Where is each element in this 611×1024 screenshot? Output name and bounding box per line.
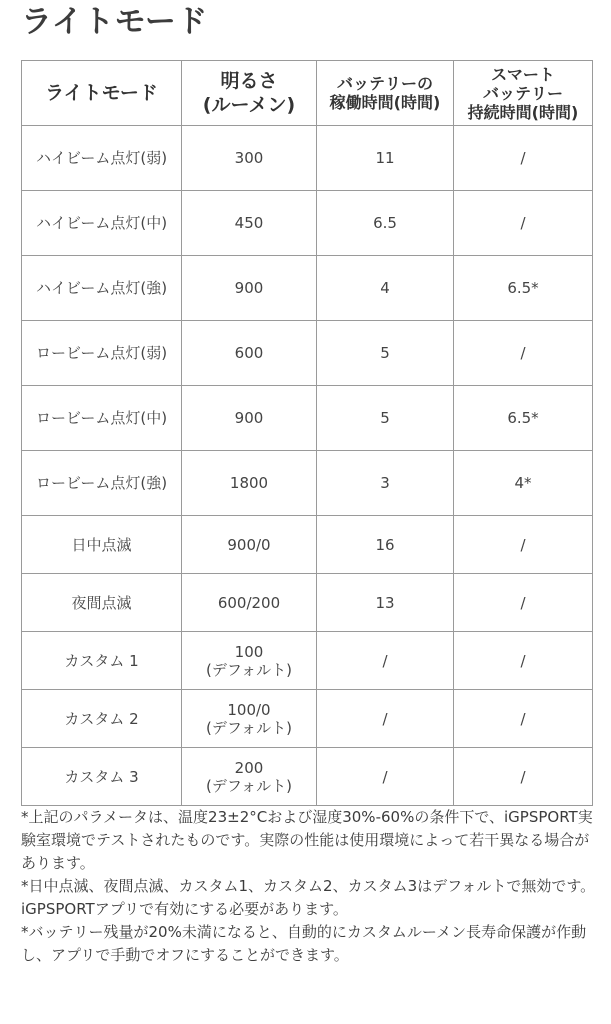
cell-brightness-line: (デフォルト) (206, 718, 292, 737)
cell-mode: ハイビーム点灯(弱) (22, 126, 182, 191)
cell-smart-battery: 6.5* (454, 386, 593, 451)
cell-mode: ハイビーム点灯(中) (22, 191, 182, 256)
cell-brightness-line: 900/0 (227, 535, 271, 554)
table-row (22, 191, 593, 256)
cell-brightness-line: 600/200 (217, 593, 281, 612)
table-row (22, 516, 593, 574)
header-smart-battery (454, 61, 593, 126)
cell-brightness (182, 632, 317, 690)
cell-brightness-line: 600 (234, 344, 264, 362)
table-row (22, 690, 593, 748)
cell-brightness (182, 126, 317, 191)
table-row (22, 451, 593, 516)
header-mode (22, 61, 182, 126)
cell-brightness-line: 1800 (229, 474, 269, 492)
cell-brightness (182, 256, 317, 321)
header-smart-line1: スマート (491, 64, 555, 84)
table-row (22, 386, 593, 451)
cell-runtime: 16 (317, 516, 454, 574)
cell-smart-battery: 4* (454, 451, 593, 516)
cell-brightness-line: 300 (234, 149, 264, 167)
cell-brightness (182, 321, 317, 386)
cell-smart-battery: / (454, 321, 593, 386)
cell-brightness (182, 690, 317, 748)
cell-runtime: 3 (317, 451, 454, 516)
cell-mode: ロービーム点灯(強) (22, 451, 182, 516)
header-runtime-line2: 稼働時間(時間) (329, 93, 441, 112)
footnotes (21, 806, 596, 967)
cell-mode: カスタム 1 (22, 632, 182, 690)
footnote: *バッテリー残量が20%未満になると、自動的にカスタムルーメン長寿命保護が作動し、アプリで手動でオフにすることができます。 (21, 923, 587, 964)
cell-brightness-line: 900 (234, 409, 264, 427)
cell-brightness-line: 900 (234, 279, 264, 297)
cell-mode: 日中点滅 (22, 516, 182, 574)
header-runtime-line1: バッテリーの (336, 74, 433, 93)
header-mode-text: ライトモード (45, 82, 158, 104)
table-row (22, 574, 593, 632)
table-row (22, 748, 593, 806)
table-row (22, 321, 593, 386)
cell-smart-battery: 6.5* (454, 256, 593, 321)
page-title: ライトモード (21, 4, 208, 40)
cell-smart-battery: / (454, 690, 593, 748)
cell-mode: カスタム 3 (22, 748, 182, 806)
cell-brightness (182, 191, 317, 256)
cell-smart-battery: / (454, 748, 593, 806)
cell-brightness (182, 748, 317, 806)
cell-brightness (182, 516, 317, 574)
cell-runtime: / (317, 748, 454, 806)
table-row (22, 126, 593, 191)
cell-runtime: 6.5 (317, 191, 454, 256)
cell-mode: カスタム 2 (22, 690, 182, 748)
table-row (22, 632, 593, 690)
header-brightness (182, 61, 317, 126)
cell-brightness (182, 574, 317, 632)
cell-brightness (182, 386, 317, 451)
cell-brightness (182, 451, 317, 516)
cell-smart-battery: / (454, 632, 593, 690)
cell-brightness-line: 100/0 (227, 700, 271, 719)
cell-runtime: / (317, 690, 454, 748)
cell-mode: 夜間点滅 (22, 574, 182, 632)
cell-smart-battery: / (454, 516, 593, 574)
header-smart-line2: バッテリー (482, 83, 563, 103)
cell-mode: ハイビーム点灯(強) (22, 256, 182, 321)
cell-brightness-line: (デフォルト) (206, 660, 292, 679)
header-brightness-line1: 明るさ (220, 70, 278, 92)
cell-brightness-line: 100 (234, 642, 264, 661)
cell-runtime: 5 (317, 321, 454, 386)
header-runtime (317, 61, 454, 126)
table-row (22, 256, 593, 321)
footnote: *日中点滅、夜間点滅、カスタム1、カスタム2、カスタム3はデフォルトで無効です。iGPSPORTアプリで有効にする必要があります。 (21, 877, 596, 918)
cell-runtime: 5 (317, 386, 454, 451)
cell-smart-battery: / (454, 126, 593, 191)
cell-runtime: 11 (317, 126, 454, 191)
cell-runtime: / (317, 632, 454, 690)
cell-smart-battery: / (454, 574, 593, 632)
cell-runtime: 4 (317, 256, 454, 321)
header-smart-line3: 持続時間(時間) (467, 102, 579, 122)
table-header-row (22, 61, 593, 126)
cell-mode: ロービーム点灯(弱) (22, 321, 182, 386)
cell-brightness-line: (デフォルト) (206, 776, 292, 795)
cell-runtime: 13 (317, 574, 454, 632)
header-brightness-line2: (ルーメン) (202, 94, 296, 116)
cell-smart-battery: / (454, 191, 593, 256)
footnote: *上記のパラメータは、温度23±2°Cおよび湿度30%-60%の条件下で、iGPSPORT実験室環境でテストされたものです。実際の性能は使用環境によって若干異なる場合があります。 (21, 808, 593, 872)
cell-mode: ロービーム点灯(中) (22, 386, 182, 451)
cell-brightness-line: 200 (234, 758, 264, 777)
cell-brightness-line: 450 (234, 214, 264, 232)
light-mode-table (21, 60, 593, 806)
